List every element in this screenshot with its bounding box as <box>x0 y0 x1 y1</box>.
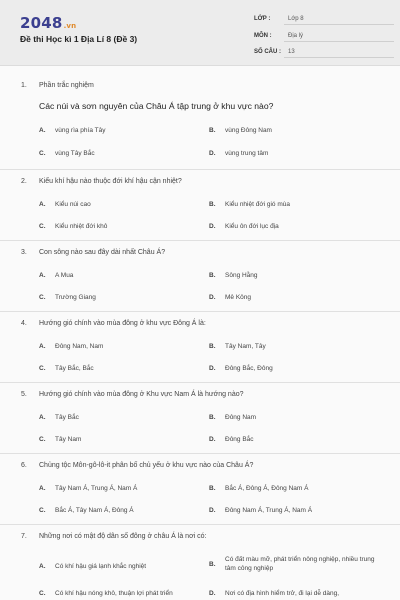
option-d[interactable] <box>209 506 312 515</box>
option-letter: C. <box>39 507 46 514</box>
option-text: vùng trung tâm <box>225 150 269 157</box>
option-text: A Mua <box>55 272 74 279</box>
option-d[interactable] <box>209 435 254 444</box>
option-text: Đông Nam <box>225 414 257 421</box>
option-text: Đông Nam Á, Trung Á, Nam Á <box>225 507 313 514</box>
question-7 <box>0 525 400 600</box>
option-letter: A. <box>39 127 46 134</box>
option-a[interactable] <box>39 200 91 209</box>
question-number: 3. <box>21 249 27 256</box>
option-a[interactable] <box>39 413 79 422</box>
question-1 <box>0 80 400 170</box>
option-a[interactable] <box>39 126 105 135</box>
option-b[interactable] <box>209 200 290 209</box>
option-letter: B. <box>209 561 216 568</box>
option-letter: D. <box>209 150 216 157</box>
option-text: vùng Đông Nam <box>225 127 272 134</box>
question-number: 2. <box>21 178 27 185</box>
option-letter: C. <box>39 590 46 597</box>
meta-value: 13 <box>284 47 394 58</box>
option-text: vùng rìa phía Tây <box>55 127 106 134</box>
option-c[interactable] <box>39 222 107 231</box>
option-text: Tây Nam Á, Trung Á, Nam Á <box>55 485 138 492</box>
option-c[interactable] <box>39 589 205 598</box>
question-6 <box>0 454 400 525</box>
option-letter: A. <box>39 414 46 421</box>
option-text: Nơi có địa hình hiểm trở, đi lại dễ dàng, <box>225 590 340 597</box>
option-text: Tây Nam <box>55 436 82 443</box>
option-letter: B. <box>209 343 216 350</box>
option-b[interactable] <box>209 413 256 422</box>
option-text: Kiểu nhiệt đới khô <box>55 223 108 230</box>
question-text: Kiểu khí hậu nào thuộc đới khí hậu cận nhiệt? <box>39 178 182 185</box>
option-b[interactable] <box>209 342 266 351</box>
option-letter: D. <box>209 223 216 230</box>
option-text: Tây Nam, Tây <box>225 343 266 350</box>
exam-body <box>0 66 400 600</box>
option-text: Bắc Á, Tây Nam Á, Đông Á <box>55 507 134 514</box>
option-text: Đông Bắc <box>225 436 254 443</box>
meta-key: SỐ CÂU : <box>254 49 281 55</box>
question-text: Các núi và sơn nguyên của Châu Á tập trung ở khu vực nào? <box>39 101 274 111</box>
option-d[interactable] <box>209 293 251 302</box>
question-text: Hướng gió chính vào mùa đông ở khu vực Đông Á là: <box>39 320 206 327</box>
option-letter: A. <box>39 343 46 350</box>
option-text: Có khí hậu giá lạnh khắc nghiệt <box>55 563 147 570</box>
meta-class <box>254 14 394 24</box>
meta-key: LỚP : <box>254 16 271 22</box>
option-b[interactable] <box>209 271 258 280</box>
option-letter: C. <box>39 365 46 372</box>
question-text: Những nơi có mật độ dân số đông ở châu Á là nơi có: <box>39 533 207 540</box>
option-text: Đông Nam, Nam <box>55 343 104 350</box>
option-letter: A. <box>39 485 46 492</box>
option-text: Có đất màu mỡ, phát triển nông nghiệp, nhiều trung tâm công nghiệp <box>225 556 375 572</box>
option-letter: B. <box>209 272 216 279</box>
option-letter: C. <box>39 436 46 443</box>
meta-subject <box>254 31 394 41</box>
option-a[interactable] <box>39 271 73 280</box>
question-4 <box>0 312 400 383</box>
option-text: Tây Bắc, Bắc <box>55 365 94 372</box>
meta-key: MÔN : <box>254 33 272 39</box>
option-letter: C. <box>39 150 46 157</box>
option-d[interactable] <box>209 364 273 373</box>
option-text: Trường Giang <box>55 294 96 301</box>
option-letter: A. <box>39 201 46 208</box>
option-b[interactable] <box>209 484 308 493</box>
option-a[interactable] <box>39 484 137 493</box>
option-text: Có khí hậu nóng khô, thuận lợi phát triển <box>55 590 173 597</box>
option-letter: A. <box>39 272 46 279</box>
question-number: 5. <box>21 391 27 398</box>
option-text: Kiểu núi cao <box>55 201 91 208</box>
option-d[interactable] <box>209 589 375 598</box>
option-b[interactable] <box>209 126 272 135</box>
option-text: Đông Bắc, Đông <box>225 365 273 372</box>
meta-count <box>254 47 394 57</box>
option-letter: D. <box>209 507 216 514</box>
option-letter: B. <box>209 414 216 421</box>
option-text: Sông Hằng <box>225 272 258 279</box>
option-d[interactable] <box>209 149 268 158</box>
option-d[interactable] <box>209 222 279 231</box>
option-letter: B. <box>209 485 216 492</box>
option-c[interactable] <box>39 293 96 302</box>
option-letter: D. <box>209 365 216 372</box>
question-5 <box>0 383 400 454</box>
option-letter: B. <box>209 127 216 134</box>
option-text: Tây Bắc <box>55 414 79 421</box>
option-letter: C. <box>39 294 46 301</box>
option-c[interactable] <box>39 149 95 158</box>
option-text: Bắc Á, Đông Á, Đông Nam Á <box>225 485 309 492</box>
meta-value: Lớp 8 <box>284 14 394 25</box>
question-text: Hướng gió chính vào mùa đông ở Khu vực Nam Á là hướng nào? <box>39 391 244 398</box>
site-logo[interactable] <box>20 14 76 32</box>
option-letter: C. <box>39 223 46 230</box>
option-letter: B. <box>209 201 216 208</box>
option-letter: D. <box>209 436 216 443</box>
option-b[interactable] <box>209 555 375 573</box>
section-heading: Phần trắc nghiệm <box>39 82 94 89</box>
meta-value: Địa lý <box>284 31 394 42</box>
option-c[interactable] <box>39 506 134 515</box>
option-text: Mê Kông <box>225 294 252 301</box>
question-number: 1. <box>21 82 27 89</box>
question-text: Con sông nào sau đây dài nhất Châu Á? <box>39 249 166 256</box>
question-text: Chủng tộc Môn-gô-lô-it phân bố chủ yếu ở khu vực nào của Châu Á? <box>39 462 254 469</box>
question-number: 6. <box>21 462 27 469</box>
logo-text: 2048 <box>20 14 63 32</box>
option-text: vùng Tây Bắc <box>55 150 95 157</box>
option-letter: D. <box>209 590 216 597</box>
option-letter: A. <box>39 563 46 570</box>
option-letter: D. <box>209 294 216 301</box>
option-a[interactable] <box>39 342 103 351</box>
option-text: Kiểu nhiệt đới gió mùa <box>225 201 290 208</box>
exam-header <box>0 0 400 66</box>
option-text: Kiểu ôn đới lục địa <box>225 223 279 230</box>
option-a[interactable] <box>39 562 146 571</box>
logo-domain: .vn <box>63 22 77 30</box>
exam-title: Đề thi Học kì 1 Địa Lí 8 (Đề 3) <box>20 34 138 44</box>
question-2 <box>0 170 400 241</box>
question-number: 7. <box>21 533 27 540</box>
option-c[interactable] <box>39 435 81 444</box>
question-number: 4. <box>21 320 27 327</box>
option-c[interactable] <box>39 364 94 373</box>
question-3 <box>0 241 400 312</box>
